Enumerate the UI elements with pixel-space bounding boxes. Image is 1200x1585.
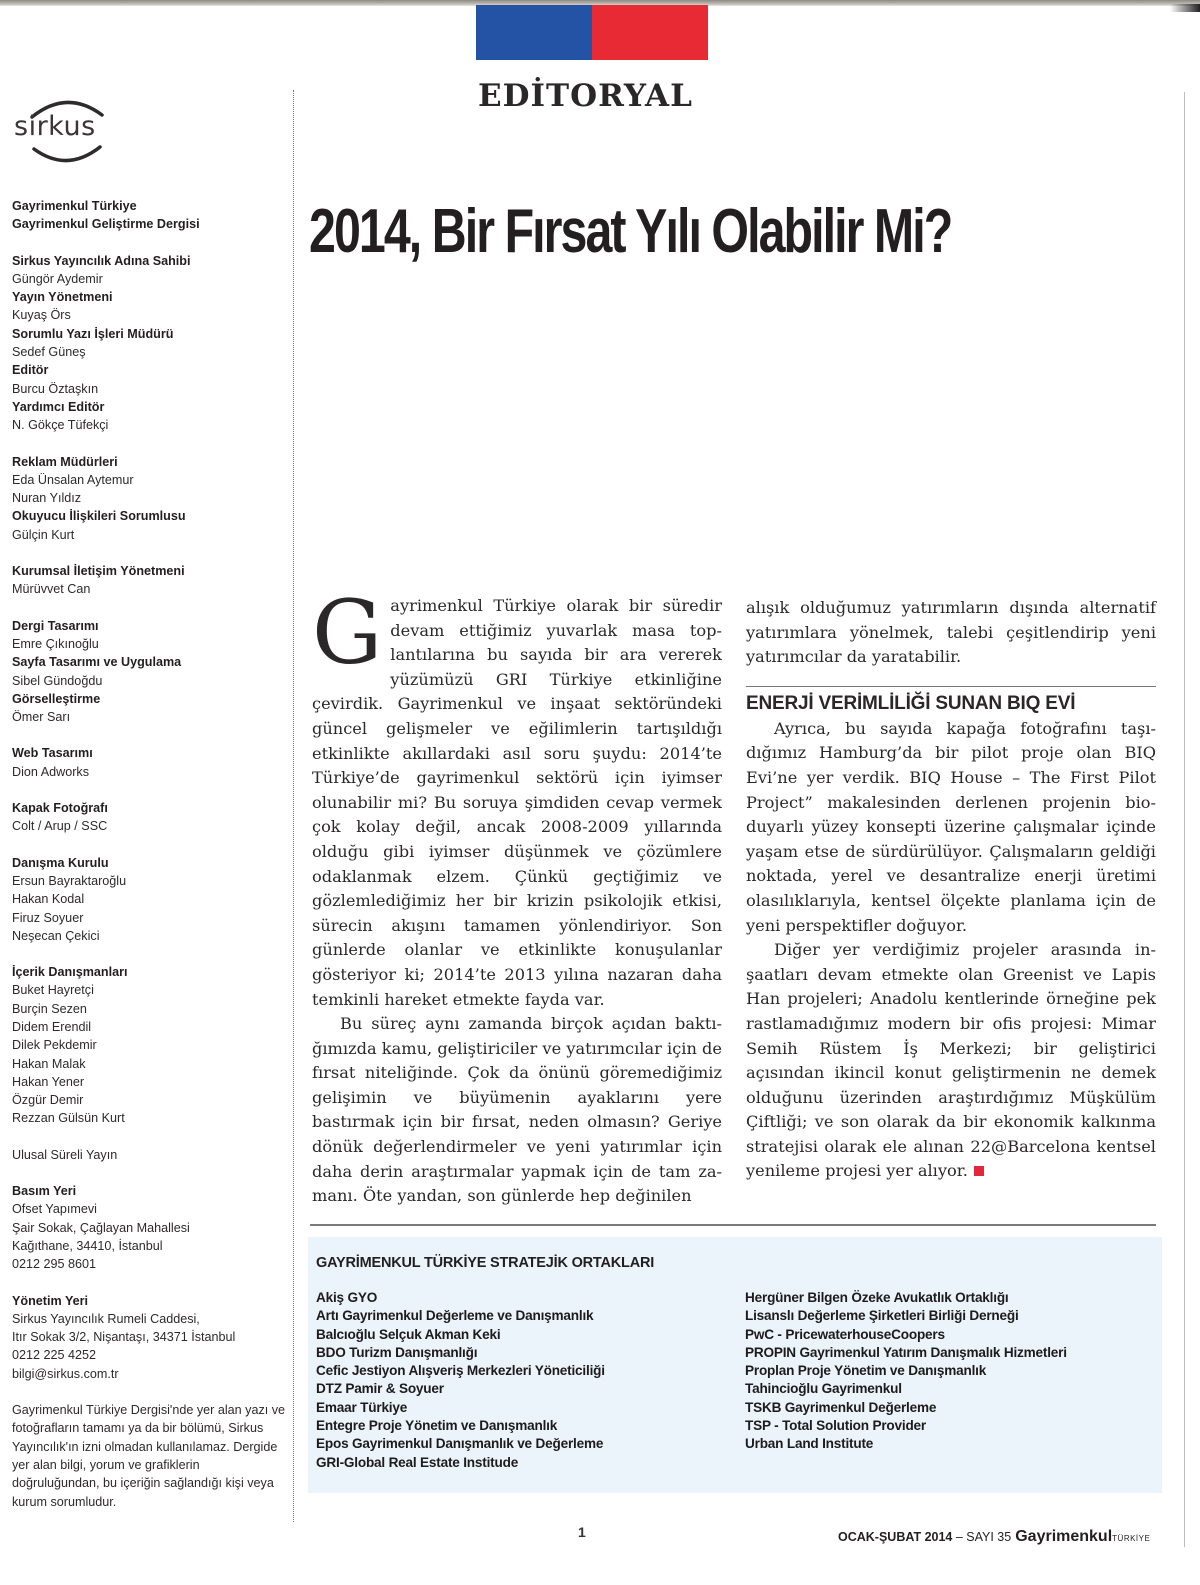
article-paragraph: alışık olduğumuz yatırımların dışında alternatif yatırımlara yönelmek, talebi çeşitlendirip yeni yatırımcılar da yaratabilir. (746, 598, 1156, 667)
masthead-role: Danışma Kurulu (12, 855, 109, 870)
publication-name: Gayrimenkul Geliştirme Dergisi (12, 217, 200, 232)
masthead-name: Didem Erendil (12, 1019, 92, 1034)
partner-item: Urban Land Institute (745, 1436, 874, 1452)
masthead-role: Yayın Yönetmeni (12, 290, 113, 305)
partner-item: Balcıoğlu Selçuk Akman Keki (316, 1326, 501, 1342)
article-column-left (312, 581, 722, 1209)
footer-brand: Gayrimenkul (1015, 1528, 1113, 1545)
publication-type-text: Ulusal Süreli Yayın (12, 1147, 118, 1162)
color-tab-blue (476, 5, 592, 60)
section-color-tab (476, 5, 708, 60)
scan-corner-shadow (1170, 4, 1200, 12)
masthead-name: Rezzan Gülsün Kurt (12, 1111, 125, 1126)
article-paragraph: Bu süreç aynı zamanda birçok açıdan baktığımızda kamu, geliştiriciler ve yatırımcılar için de fırsat niteliğinde. Çok da önünü göremediğimiz gelişimin ve büyümenin ayaklarını yere bastırmak için bir fırsat, neden olmasın? Geriye dönük değerlendirmeler ve yeni yatırımlar için daha derin araştırmalar yapmak için de tam zamanı. Öte yandan, son günlerde hep değinilen (312, 1014, 722, 1206)
masthead-role: Web Tasarımı (12, 746, 93, 761)
masthead-group (12, 744, 287, 781)
article-subheading: ENERJİ VERİMLİLİĞİ SUNAN BIQ EVİ (746, 692, 1076, 714)
masthead-name: Özgür Demir (12, 1093, 84, 1108)
footer-separator: – (952, 1530, 967, 1544)
section-label: EDİTORYAL (478, 78, 693, 114)
address-line: 0212 225 4252 (12, 1348, 97, 1363)
masthead-role: Kapak Fotoğrafı (12, 801, 108, 816)
page-number: 1 (578, 1524, 586, 1540)
masthead-role: Sayfa Tasarımı ve Uygulama (12, 655, 182, 670)
masthead-name: Hakan Kodal (12, 892, 85, 907)
masthead-role: Görselleştirme (12, 691, 101, 706)
article-paragraph (312, 581, 722, 1012)
masthead-group (12, 252, 287, 435)
masthead-name: Nuran Yıldız (12, 491, 82, 506)
masthead-role: Yardımcı Editör (12, 399, 105, 414)
end-of-article-square-icon (974, 1166, 984, 1176)
masthead-publication (12, 197, 287, 234)
masthead-name: Firuz Soyuer (12, 910, 84, 925)
masthead-name: N. Gökçe Tüfekçi (12, 418, 109, 433)
strategic-partners-box (308, 1237, 1162, 1493)
masthead-role: Sorumlu Yazı İşleri Müdürü (12, 326, 174, 341)
masthead-role: Yönetim Yeri (12, 1293, 89, 1308)
masthead-group (12, 963, 287, 1128)
sirkus-logo (10, 95, 125, 170)
partner-item: PwC - PricewaterhouseCoopers (745, 1326, 945, 1342)
address-line: Itır Sokak 3/2, Nişantaşı, 34371 İstanbul (12, 1330, 236, 1345)
masthead-name: Mürüvvet Can (12, 582, 91, 597)
address-line: Sirkus Yayıncılık Rumeli Caddesi, (12, 1311, 200, 1326)
address-line: Kağıthane, 34410, İstanbul (12, 1238, 163, 1253)
masthead-name: Sibel Gündoğdu (12, 673, 103, 688)
article-bottom-divider (310, 1224, 1156, 1226)
partners-list-left (316, 1289, 605, 1472)
masthead-group (12, 453, 287, 544)
article-headline: 2014, Bir Fırsat Yılı Olabilir Mi? (309, 197, 952, 266)
footer-issue-info (838, 1528, 1150, 1546)
address-line: bilgi@sirkus.com.tr (12, 1366, 119, 1381)
page-right-edge (1184, 92, 1185, 1547)
partner-item: Epos Gayrimenkul Danışmanlık ve Değerleme (316, 1436, 604, 1452)
masthead-group (12, 617, 287, 727)
article-paragraph (746, 938, 1156, 1184)
masthead-role: Editör (12, 363, 49, 378)
masthead-role: Kurumsal İletişim Yönetmeni (12, 564, 185, 579)
address-line: 0212 295 8601 (12, 1257, 97, 1272)
partner-item: Proplan Proje Yönetim ve Danışmanlık (745, 1363, 987, 1379)
masthead-name: Dilek Pekdemir (12, 1038, 97, 1053)
sidebar-divider (293, 90, 294, 1522)
publication-type (12, 1146, 287, 1164)
masthead-name: Neşecan Çekici (12, 928, 100, 943)
copyright-disclaimer: Gayrimenkul Türkiye Dergisi'nde yer alan yazı ve fotoğrafların tamamı ya da bir bölümü, Sirkus Yayıncılık'ın izni olmadan kullanılamaz. Dergide yer alan bilgi, yorum ve grafiklerin doğruluğundan, bu içeriğin sağlandığı kişi veya kurum sorumludur. (12, 1403, 286, 1509)
partner-item: BDO Turizm Danışmanlığı (316, 1344, 478, 1360)
partner-item: Cefic Jestiyon Alışveriş Merkezleri Yöneticiliği (316, 1363, 605, 1379)
masthead-name: Kuyaş Örs (12, 308, 71, 323)
partner-item: TSKB Gayrimenkul Değerleme (745, 1399, 937, 1415)
masthead-role: Sirkus Yayıncılık Adına Sahibi (12, 253, 191, 268)
publication-name: Gayrimenkul Türkiye (12, 199, 137, 213)
paragraph-text: Diğer yer verdiğimiz projeler arasında inşaatları devam etmekte olan Greenist ve Lapis Han projeleri; Anadolu kentlerinde örneğine pek rastlamadığımız modern bir ofis projesi: Mimar Semih Rüstem İş Merkezi; bir geliştirici açısından ikincil konut geliştirmenin ne demek olduğunu üzerinden araştırdığımız Müşkülüm Çiftliği; ve son olarak da bir ekonomik kalkınma stratejisi olarak ele alınan 22@Barcelona kentsel yenileme projesi yer alıyor. (746, 940, 1156, 1181)
partner-item: DTZ Pamir & Soyuer (316, 1381, 444, 1397)
masthead-role: İçerik Danışmanları (12, 965, 128, 980)
logo-wordmark: sirkus (14, 111, 96, 142)
partner-item: Lisanslı Değerleme Şirketleri Birliği Derneği (745, 1308, 1019, 1324)
subhead-divider (746, 686, 1156, 687)
masthead (12, 197, 287, 1511)
partner-item: Artı Gayrimenkul Değerleme ve Danışmanlık (316, 1308, 594, 1324)
partner-item: Akiş GYO (316, 1290, 378, 1305)
address-line: Şair Sokak, Çağlayan Mahallesi (12, 1220, 190, 1235)
masthead-name: Burcu Öztaşkın (12, 381, 99, 396)
masthead-name: Gülçin Kurt (12, 527, 75, 542)
masthead-role: Okuyucu İlişkileri Sorumlusu (12, 509, 186, 524)
partner-item: Emaar Türkiye (316, 1399, 408, 1415)
partner-item: Hergüner Bilgen Özeke Avukatlık Ortaklığı (745, 1290, 1009, 1305)
color-tab-red (592, 5, 708, 60)
partner-item: TSP - Total Solution Provider (745, 1418, 927, 1434)
masthead-name: Ömer Sarı (12, 710, 71, 725)
drop-cap: G (312, 581, 383, 684)
print-place-block (12, 1182, 287, 1273)
masthead-name: Sedef Güneş (12, 345, 86, 360)
article-paragraph: Ayrıca, bu sayıda kapağa fotoğrafını taşıdığımız Hamburg’da bir pilot proje olan BIQ Evi’ne yer verdik. BIQ House – The First Pilot Project” makalesinden derlenen projenin bioduyarlı yüzey konsepti üzerine çalışmalar içinde yaşam etse de sürdürülüyor. Çalışmaların geldiği noktada, yerel ve desantralize enerji üretimi olasılıklarıyla, kentsel ölçekte planlama için de yeni perspektifler doğuyor. (746, 718, 1156, 935)
paragraph-text: ayrimenkul Türkiye olarak bir süredir devam ettiğimiz yuvarlak masa toplantılarına bu sayıda bir ara vererek yüzümüzü GRI Türkiye etkinliğine çevirdik. Gayrimenkul ve inşaat sektöründeki güncel gelişmeler ve eğilimlerin tartışıldığı etkinlikte akıllardaki asıl soru şuydu: 2014’te Türkiye’de gayrimenkul sektörü için iyimser olunabilir mi? Bu soruya şimdiden cevap vermek çok kolay değil, ancak 2008-2009 yıllarında olduğu gibi iyimser düşünmek ve çözümlere odaklanmak elzem. Çünkü geçtiğimiz ve gözlemlediğimiz her bir krizin psikolojik etkisi, sürecin akışını tamamen yönlendiriyor. Son günlerde olanlar ve etkinlikte konuşulanlar gösteriyor ki; 2014’te 2013 yılına nazaran daha temkinli hareket etmekte fayda var. (312, 596, 722, 1009)
partners-list-right (745, 1289, 1067, 1454)
partners-title: GAYRİMENKUL TÜRKİYE STRATEJİK ORTAKLARI (316, 1255, 655, 1271)
masthead-group (12, 799, 287, 836)
masthead-name: Eda Ünsalan Aytemur (12, 472, 134, 487)
masthead-name: Güngör Aydemir (12, 271, 103, 286)
masthead-name: Emre Çıkınoğlu (12, 636, 99, 651)
masthead-name: Colt / Arup / SSC (12, 819, 108, 834)
masthead-name: Buket Hayretçi (12, 983, 94, 998)
issue-date: OCAK-ŞUBAT 2014 (838, 1530, 953, 1544)
masthead-name: Burçin Sezen (12, 1001, 87, 1016)
masthead-role: Reklam Müdürleri (12, 454, 118, 469)
management-block (12, 1292, 287, 1383)
partner-item: Entegre Proje Yönetim ve Danışmanlık (316, 1418, 558, 1434)
article-column-right (746, 596, 1156, 1184)
partner-item: Tahincioğlu Gayrimenkul (745, 1381, 902, 1397)
masthead-role: Basım Yeri (12, 1184, 77, 1199)
masthead-group (12, 854, 287, 945)
masthead-group (12, 562, 287, 599)
issue-number: SAYI 35 (966, 1530, 1012, 1544)
masthead-name: Hakan Malak (12, 1056, 86, 1071)
masthead-name: Dion Adworks (12, 764, 89, 779)
masthead-name: Ersun Bayraktaroğlu (12, 873, 127, 888)
footer-brand-sub: TÜRKİYE (1112, 1534, 1151, 1543)
masthead-role: Dergi Tasarımı (12, 618, 99, 633)
masthead-name: Hakan Yener (12, 1074, 85, 1089)
address-line: Ofset Yapımevi (12, 1202, 97, 1217)
partner-item: GRI-Global Real Estate Institude (316, 1454, 519, 1470)
partner-item: PROPIN Gayrimenkul Yatırım Danışmalık Hizmetleri (745, 1344, 1067, 1360)
